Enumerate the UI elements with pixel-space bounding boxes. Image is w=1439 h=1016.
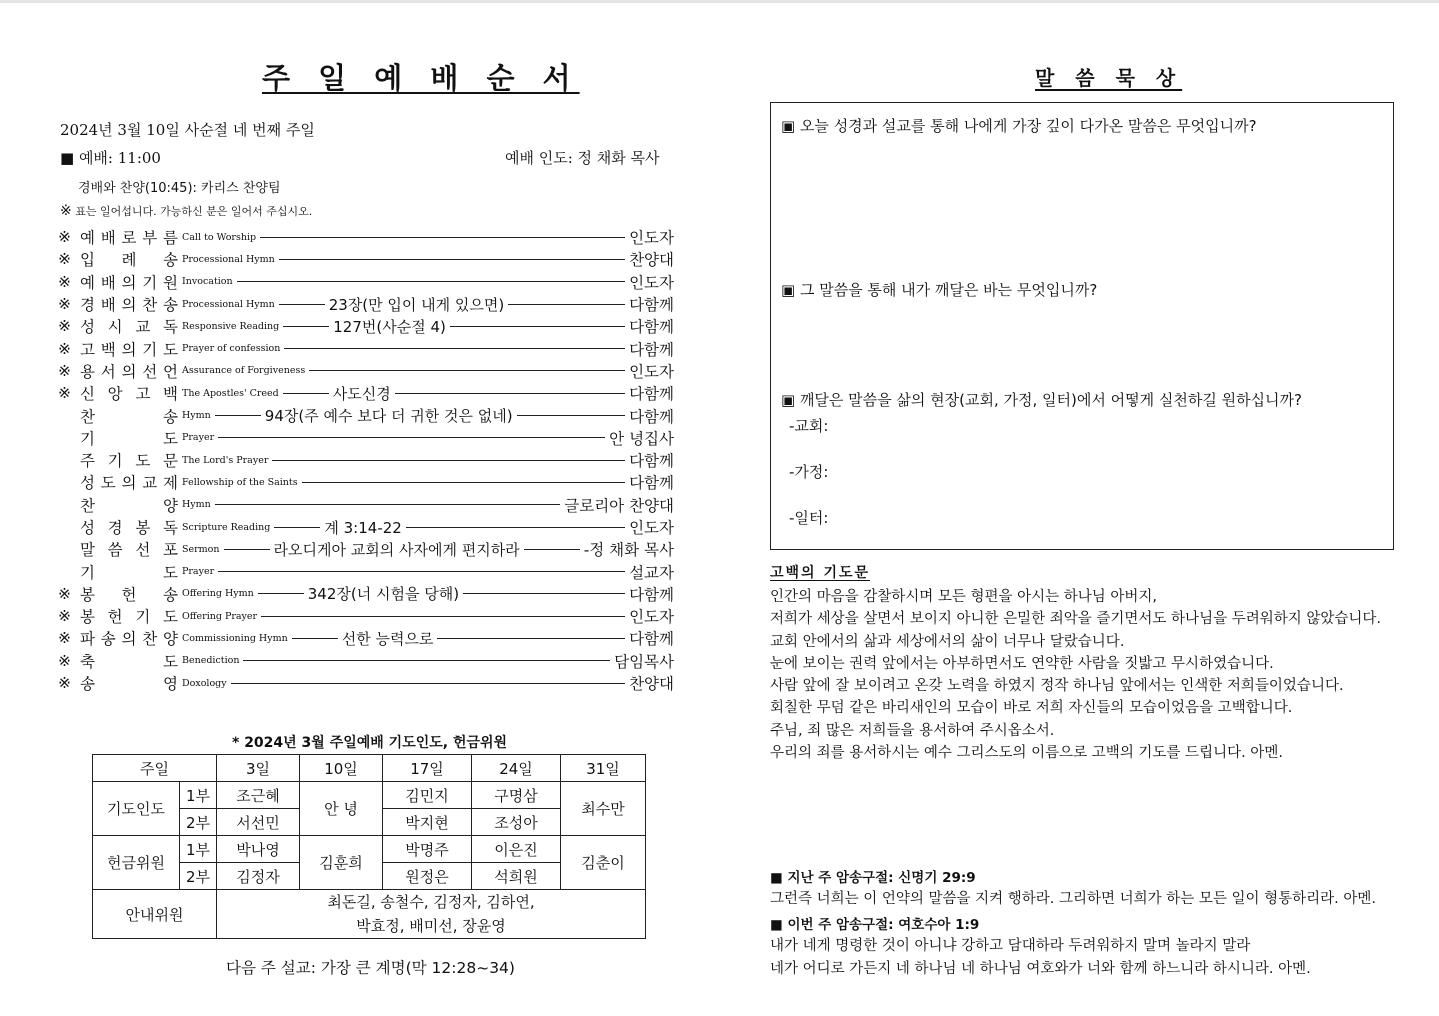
name-char: 례 xyxy=(121,251,137,270)
leader-line xyxy=(463,593,625,594)
row-label: 기도인도 xyxy=(93,782,180,836)
home-field: -가정: xyxy=(789,463,829,481)
this-week-verse-heading: ■ 이번 주 암송구절: 여호수아 1:9 xyxy=(770,917,980,933)
service-item-english: Invocation xyxy=(182,276,233,288)
name-char: 찬 xyxy=(142,296,158,315)
name-char: 배 xyxy=(100,273,116,292)
service-item-english: Scripture Reading xyxy=(182,521,271,533)
name-char: 선 xyxy=(135,541,151,560)
header-cell: 주일 xyxy=(93,755,217,782)
prayer-line: 우리의 죄를 용서하시는 예수 그리스도의 이름으로 고백의 기도를 드립니다. 아멘. xyxy=(770,745,1283,762)
table-cell: 김민지 xyxy=(383,782,472,809)
row-label: 헌금위원 xyxy=(93,836,180,890)
name-char: 기 xyxy=(80,429,95,448)
question-1: ▣ 오늘 성경과 설교를 통해 나에게 가장 깊이 다가온 말씀은 무엇입니까? xyxy=(781,117,1257,135)
name-char: 의 xyxy=(121,362,137,381)
service-item-person: 인도자 xyxy=(629,273,674,292)
service-item-person: 글로리아 찬양대 xyxy=(564,496,674,515)
leader-line xyxy=(395,393,625,394)
top-border xyxy=(0,0,1439,3)
reference-mark: ※ xyxy=(58,295,71,314)
this-week-verse-line: 내가 네게 명령한 것이 아니냐 강하고 담대하라 두려워하지 말며 놀라지 말라 xyxy=(770,938,1251,954)
reference-mark: ※ xyxy=(58,228,71,247)
name-char: 양 xyxy=(163,496,178,515)
name-char: 성 xyxy=(80,474,95,493)
service-item-person: 다함께 xyxy=(629,585,674,604)
service-item-english: Hymn xyxy=(182,499,211,511)
name-char: 기 xyxy=(107,452,123,471)
name-char: 파 xyxy=(80,630,95,649)
last-week-verse: 그런즉 너희는 이 언약의 말씀을 지켜 행하라. 그리하면 너희가 하는 모든 일이 형통하리라. 아멘. xyxy=(770,891,1377,907)
service-item-name xyxy=(80,538,178,560)
reference-mark: ※ xyxy=(58,384,71,403)
service-item xyxy=(58,538,674,560)
prayer-line: 주님, 죄 많은 저희들을 용서하여 주시옵소서. xyxy=(770,722,1055,739)
service-item-name xyxy=(80,338,178,360)
table-cell: 박나영 xyxy=(217,836,300,863)
header-cell: 17일 xyxy=(383,755,472,782)
confession-prayer-title: 고백의 기도문 xyxy=(770,565,871,581)
next-sermon: 다음 주 설교: 가장 큰 계명(막 12:28~34) xyxy=(226,959,515,977)
name-char: 경 xyxy=(107,519,123,537)
service-item-english: Benediction xyxy=(182,655,240,667)
service-item-name xyxy=(80,494,178,516)
reference-mark: ※ xyxy=(58,651,71,670)
table-row xyxy=(93,836,646,863)
service-item xyxy=(58,404,674,426)
leader-line xyxy=(302,482,625,483)
worship-time: ■ 예배: 11:00 xyxy=(60,149,161,167)
header-cell: 24일 xyxy=(472,755,561,782)
service-item-english: Call to Worship xyxy=(182,231,257,243)
part-cell: 2부 xyxy=(180,863,217,890)
service-item-person: 인도자 xyxy=(629,229,674,248)
name-char: 기 xyxy=(135,608,151,627)
name-char: 도 xyxy=(163,608,178,627)
table-cell: 구명삼 xyxy=(472,782,561,809)
leader-line xyxy=(309,370,625,371)
service-item-name xyxy=(80,471,178,493)
service-item-name xyxy=(80,382,178,404)
service-item xyxy=(58,627,674,649)
name-char: 의 xyxy=(121,273,137,292)
ushers-line: 박효정, 배미선, 장윤영 xyxy=(356,917,506,935)
name-char: 서 xyxy=(100,362,116,381)
table-cell: 서선민 xyxy=(217,809,300,836)
name-char: 송 xyxy=(100,630,116,649)
name-char: 주 xyxy=(80,452,95,471)
service-item-name xyxy=(80,672,178,694)
name-char: 독 xyxy=(163,519,178,537)
service-item xyxy=(58,449,674,471)
name-char: 문 xyxy=(163,452,178,471)
leader-line xyxy=(508,304,625,305)
ushers-cell xyxy=(217,890,646,939)
table-cell: 박지현 xyxy=(383,809,472,836)
standing-note-text: 표는 일어섭니다. 가능하신 분은 일어서 주십시오. xyxy=(75,205,313,218)
reference-mark: ※ xyxy=(60,203,72,219)
name-char: 배 xyxy=(100,229,116,248)
service-item-person: 다함께 xyxy=(629,318,674,337)
service-item xyxy=(58,315,674,337)
table-cell: 최수만 xyxy=(561,782,646,836)
service-item-english: Commissioning Hymn xyxy=(182,632,288,644)
reference-mark: ※ xyxy=(58,272,71,291)
leader-line xyxy=(274,527,320,528)
name-char: 도 xyxy=(135,452,151,471)
order-of-service-list xyxy=(58,226,674,694)
name-char: 선 xyxy=(142,362,158,381)
leader-line xyxy=(517,415,626,416)
service-item-person: 다함께 xyxy=(629,630,674,649)
leader-line xyxy=(224,549,270,550)
confession-prayer xyxy=(770,586,1381,764)
service-item-detail: 라오디게아 교회의 사자에게 편지하라 xyxy=(273,540,520,559)
name-char: 예 xyxy=(80,273,95,292)
header-cell: 3일 xyxy=(217,755,300,782)
service-item-english: Sermon xyxy=(182,543,220,555)
name-char: 영 xyxy=(163,675,178,694)
leader-line xyxy=(279,304,325,305)
name-char: 봉 xyxy=(135,519,151,537)
service-item-person: 인도자 xyxy=(629,519,674,537)
table-cell: 김춘이 xyxy=(561,836,646,890)
service-item-name xyxy=(80,427,178,449)
name-char: 헌 xyxy=(107,608,123,627)
service-item xyxy=(58,471,674,493)
prayer-line: 회칠한 무덤 같은 바리새인의 모습이 바로 저희 자신들의 모습이었음을 고백합니다. xyxy=(770,700,1293,717)
service-item-person: 다함께 xyxy=(629,452,674,471)
name-char: 독 xyxy=(163,318,178,337)
name-char: 도 xyxy=(163,429,178,448)
service-item xyxy=(58,382,674,404)
service-item-person: 인도자 xyxy=(629,608,674,627)
service-item-english: Processional Hymn xyxy=(182,298,275,310)
service-item-person: 설교자 xyxy=(629,563,674,582)
table-cell: 박명주 xyxy=(383,836,472,863)
name-char: 송 xyxy=(163,251,178,270)
reference-mark: ※ xyxy=(58,584,71,603)
leader-line xyxy=(218,571,625,572)
service-item-name xyxy=(80,360,178,382)
leader-line xyxy=(231,683,625,684)
table-cell: 조근혜 xyxy=(217,782,300,809)
leader-line xyxy=(292,638,338,639)
leader-line xyxy=(450,326,625,327)
name-char: 송 xyxy=(163,407,178,426)
name-char: 도 xyxy=(163,652,178,671)
leader-line xyxy=(258,593,304,594)
name-char: 입 xyxy=(80,251,95,270)
name-char: 고 xyxy=(80,340,95,359)
prayer-line: 교회 안에서의 삶과 세상에서의 삶이 너무나 달랐습니다. xyxy=(770,633,1125,650)
header-cell: 10일 xyxy=(300,755,383,782)
service-item-name xyxy=(80,449,178,471)
name-char: 의 xyxy=(121,630,137,649)
service-item xyxy=(58,516,674,538)
service-item-detail: 127번(사순절 4) xyxy=(333,317,446,336)
name-char: 봉 xyxy=(80,585,95,604)
name-char: 의 xyxy=(121,474,137,493)
meditation-title: 말 씀 묵 상 xyxy=(1035,66,1183,90)
leader-line xyxy=(406,527,625,528)
leader-line xyxy=(284,348,625,349)
service-item-english: Offering Prayer xyxy=(182,610,258,622)
name-char: 송 xyxy=(163,296,178,315)
leader-line xyxy=(215,504,560,505)
table-cell: 안 녕 xyxy=(300,782,383,836)
service-item-person: -정 채화 목사 xyxy=(583,541,674,560)
name-char: 신 xyxy=(80,385,95,404)
service-item-name xyxy=(80,226,178,248)
service-item-person: 다함께 xyxy=(629,474,674,493)
name-char: 교 xyxy=(135,318,151,337)
name-char: 교 xyxy=(142,474,158,493)
prayer-line: 저희가 세상을 살면서 보이지 아니한 은밀한 죄악을 즐기면서도 하나님을 두려워하지 않았습니다. xyxy=(770,611,1381,628)
service-item xyxy=(58,583,674,605)
meditation-box xyxy=(770,102,1394,550)
table-row xyxy=(93,890,646,939)
name-char: 성 xyxy=(80,318,95,337)
roster-caption: * 2024년 3월 주일예배 기도인도, 헌금위원 xyxy=(232,735,508,751)
name-char: 기 xyxy=(142,340,158,359)
service-item-name xyxy=(80,650,178,672)
name-char: 송 xyxy=(163,585,178,604)
service-item-english: Prayer xyxy=(182,566,215,578)
service-item-name xyxy=(80,605,178,627)
table-cell: 조성아 xyxy=(472,809,561,836)
reference-mark: ※ xyxy=(58,361,71,380)
leader-line xyxy=(218,437,605,438)
header-cell: 31일 xyxy=(561,755,646,782)
service-item-english: Assurance of Forgiveness xyxy=(182,365,306,377)
leader-line xyxy=(261,616,625,617)
name-char: 배 xyxy=(100,296,116,315)
praise-time: 경배와 찬양(10:45): 카리스 찬양팀 xyxy=(78,181,281,196)
service-item-detail: 계 3:14-22 xyxy=(324,518,402,537)
service-item-english: The Lord's Prayer xyxy=(182,454,269,466)
name-char: 포 xyxy=(163,541,178,560)
name-char: 헌 xyxy=(121,585,137,604)
name-char: 원 xyxy=(163,273,178,292)
prayer-line: 사람 앞에 잘 보이려고 온갖 노력을 하였지 정작 하나님 앞에서는 인색한 저희들이었습니다. xyxy=(770,678,1344,695)
part-cell: 1부 xyxy=(180,836,217,863)
worship-leader: 예배 인도: 정 채화 목사 xyxy=(505,149,660,167)
name-char: 고 xyxy=(135,385,151,404)
leader-line xyxy=(437,638,625,639)
prayer-line: 눈에 보이는 권력 앞에서는 아부하면서도 연약한 사람을 짓밟고 무시하였습니다. xyxy=(770,655,1274,672)
name-char: 기 xyxy=(80,563,95,582)
this-week-verse-line: 네가 어디로 가든지 네 하나님 네 하나님 여호와가 너와 함께 하느니라 하시니라. 아멘. xyxy=(770,961,1311,977)
name-char: 도 xyxy=(163,563,178,582)
reference-mark: ※ xyxy=(58,339,71,358)
table-cell: 김정자 xyxy=(217,863,300,890)
reference-mark: ※ xyxy=(58,250,71,269)
work-field: -일터: xyxy=(789,509,829,527)
table-cell: 이은진 xyxy=(472,836,561,863)
part-cell: 1부 xyxy=(180,782,217,809)
standing-note xyxy=(60,203,312,219)
name-char: 기 xyxy=(142,273,158,292)
name-char: 양 xyxy=(163,630,178,649)
name-char: 경 xyxy=(80,296,95,315)
name-char: 용 xyxy=(80,362,95,381)
table-cell: 석희원 xyxy=(472,863,561,890)
service-item xyxy=(58,360,674,382)
service-item-english: Prayer xyxy=(182,432,215,444)
service-item-name xyxy=(80,405,178,427)
service-item xyxy=(58,337,674,359)
service-item-person: 다함께 xyxy=(629,340,674,359)
roster-table xyxy=(92,754,646,939)
name-char: 찬 xyxy=(80,496,95,515)
service-item xyxy=(58,494,674,516)
service-item xyxy=(58,605,674,627)
service-item-detail: 342장(너 시험을 당해) xyxy=(307,585,460,604)
service-item-english: Offering Hymn xyxy=(182,588,254,600)
service-item-detail: 선한 능력으로 xyxy=(341,629,434,648)
name-char: 제 xyxy=(163,474,178,493)
ushers-line: 최돈길, 송철수, 김정자, 김하연, xyxy=(327,893,535,911)
name-char: 도 xyxy=(163,340,178,359)
name-char: 송 xyxy=(80,675,95,694)
service-item-name xyxy=(80,583,178,605)
service-item xyxy=(58,427,674,449)
service-item-detail: 94장(주 예수 보다 더 귀한 것은 없네) xyxy=(264,407,513,426)
question-3: ▣ 깨달은 말씀을 삶의 현장(교회, 가정, 일터)에서 어떻게 실천하길 원하십니까? xyxy=(781,391,1302,409)
service-item xyxy=(58,650,674,672)
service-item-english: The Apostles' Creed xyxy=(182,387,279,399)
service-item-english: Fellowship of the Saints xyxy=(182,476,298,488)
name-char: 앙 xyxy=(107,385,123,404)
service-item-name xyxy=(80,561,178,583)
service-item xyxy=(58,560,674,582)
leader-line xyxy=(215,415,261,416)
service-item-name xyxy=(80,271,178,293)
reference-mark: ※ xyxy=(58,607,71,626)
service-item xyxy=(58,248,674,270)
leader-line xyxy=(272,460,625,461)
service-item-detail: 23장(만 입이 내게 있으면) xyxy=(328,295,505,314)
name-char: 로 xyxy=(121,229,137,248)
name-char: 부 xyxy=(142,229,158,248)
service-item-english: Doxology xyxy=(182,677,227,689)
last-week-verse-heading: ■ 지난 주 암송구절: 신명기 29:9 xyxy=(770,870,976,886)
name-char: 백 xyxy=(100,340,116,359)
name-char: 도 xyxy=(100,474,116,493)
name-char: 백 xyxy=(163,385,178,404)
name-char: 성 xyxy=(80,519,95,537)
table-cell: 김훈희 xyxy=(300,836,383,890)
service-item-english: Hymn xyxy=(182,410,211,422)
name-char: 찬 xyxy=(142,630,158,649)
service-item-person: 담임목사 xyxy=(614,652,674,671)
service-item-name xyxy=(80,627,178,649)
prayer-line: 인간의 마음을 감찰하시며 모든 형편을 아시는 하나님 아버지, xyxy=(770,589,1158,605)
row-label: 안내위원 xyxy=(93,890,217,939)
name-char: 찬 xyxy=(80,407,95,426)
reference-mark: ※ xyxy=(58,674,71,693)
table-row xyxy=(93,782,646,809)
service-item-person: 다함께 xyxy=(629,296,674,315)
service-item-english: Processional Hymn xyxy=(182,253,275,265)
name-char: 시 xyxy=(107,318,123,337)
service-item xyxy=(58,293,674,315)
reference-mark: ※ xyxy=(58,629,71,648)
leader-line xyxy=(283,393,329,394)
church-field: -교회: xyxy=(789,417,829,435)
service-item-name xyxy=(80,315,178,337)
name-char: 축 xyxy=(80,652,95,671)
part-cell: 2부 xyxy=(180,809,217,836)
name-char: 봉 xyxy=(80,608,95,627)
service-item-name xyxy=(80,293,178,315)
service-item-name xyxy=(80,248,178,270)
service-item-person: 다함께 xyxy=(629,407,674,426)
service-item-detail: 사도신경 xyxy=(332,384,391,403)
service-item-person: 찬양대 xyxy=(629,251,674,270)
leader-line xyxy=(237,281,625,282)
table-cell: 원정은 xyxy=(383,863,472,890)
name-char: 의 xyxy=(121,296,137,315)
leader-line xyxy=(260,237,625,238)
service-item-english: Responsive Reading xyxy=(182,320,280,332)
leader-line xyxy=(283,326,329,327)
service-item-english: Prayer of confession xyxy=(182,343,281,355)
name-char: 언 xyxy=(163,362,178,381)
service-item-person: 찬양대 xyxy=(629,675,674,694)
table-row xyxy=(93,755,646,782)
leader-line xyxy=(524,549,580,550)
name-char: 말 xyxy=(80,541,95,560)
service-date: 2024년 3월 10일 사순절 네 번째 주일 xyxy=(60,121,315,139)
order-of-service-title: 주 일 예 배 순 서 xyxy=(262,61,580,95)
leader-line xyxy=(279,259,625,260)
name-char: 름 xyxy=(163,229,178,248)
name-char: 예 xyxy=(80,229,95,248)
name-char: 의 xyxy=(121,340,137,359)
service-item-person: 안 녕집사 xyxy=(609,429,674,448)
service-item-name xyxy=(80,516,178,538)
service-item xyxy=(58,271,674,293)
service-item-person: 다함께 xyxy=(629,385,674,404)
service-item-person: 인도자 xyxy=(629,362,674,381)
leader-line xyxy=(243,660,610,661)
name-char: 씀 xyxy=(107,541,123,560)
question-2: ▣ 그 말씀을 통해 내가 깨달은 바는 무엇입니까? xyxy=(781,281,1098,299)
reference-mark: ※ xyxy=(58,317,71,336)
service-item xyxy=(58,672,674,694)
service-item xyxy=(58,226,674,248)
